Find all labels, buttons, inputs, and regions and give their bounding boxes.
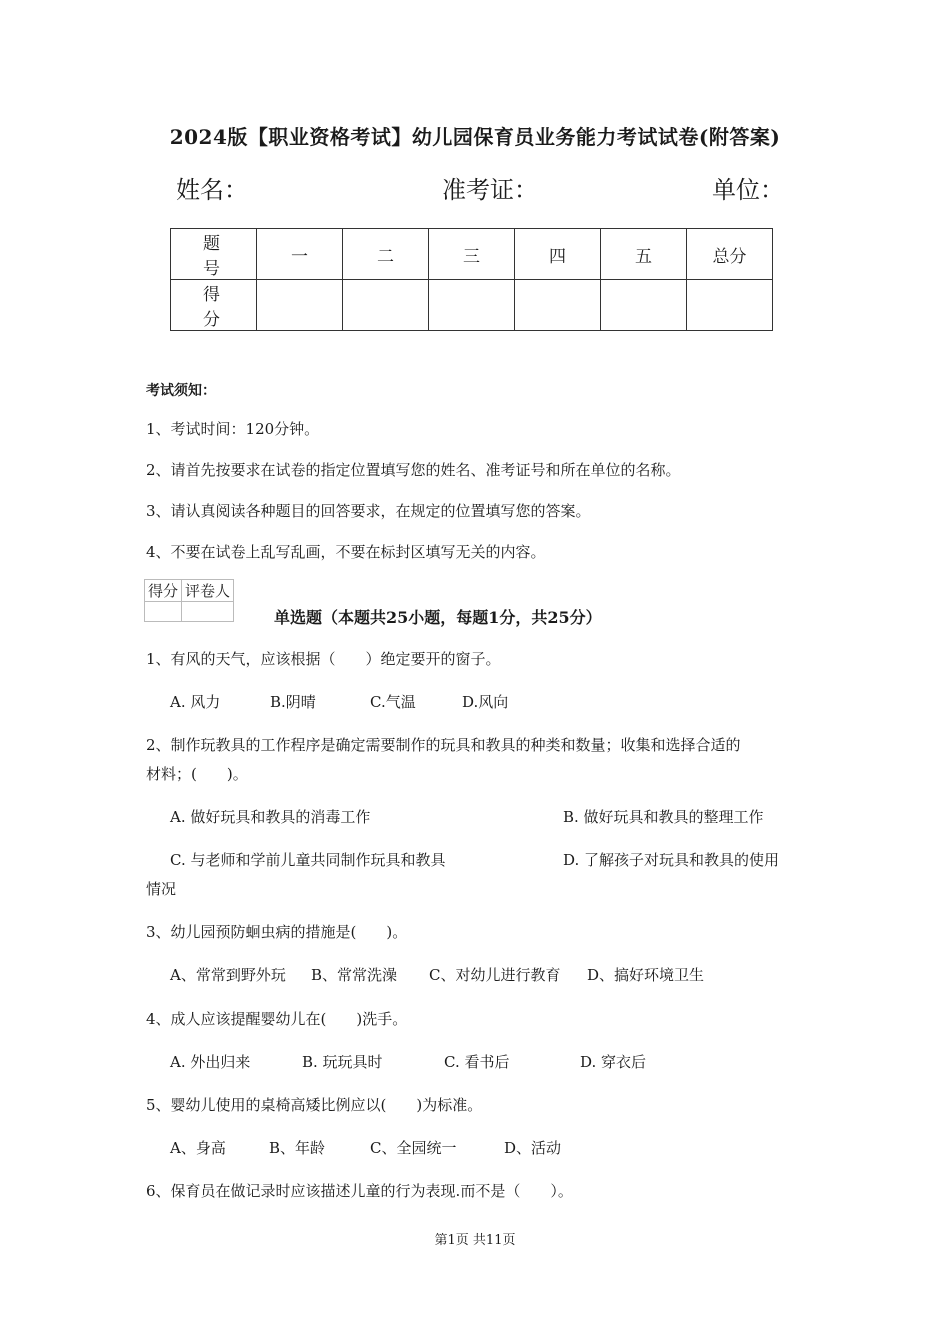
grader-name-cell[interactable] [182,602,234,622]
notice-heading: 考试须知： [146,383,216,399]
option-a[interactable]: A. 外出归来 [170,1053,251,1071]
option-a[interactable]: A. 风力 [170,693,221,711]
option-d[interactable]: D、活动 [504,1139,562,1157]
row-label-question-number: 题 号 [171,229,257,280]
option-d-cont: 情况 [146,880,177,898]
grader-score-cell[interactable] [145,602,182,622]
page-title: 2024版【职业资格考试】幼儿园保育员业务能力考试试卷(附答案) [169,125,781,149]
option-b[interactable]: B. 玩玩具时 [302,1053,383,1071]
question-stem-cont: 材料；( )。 [146,765,248,783]
score-cell-2[interactable] [343,280,429,331]
option-c[interactable]: C.气温 [370,693,416,711]
grader-box [144,579,234,622]
col-header-total: 总分 [687,229,773,280]
question-stem: 5、婴幼儿使用的桌椅高矮比例应以( )为标准。 [146,1096,483,1114]
notice-item: 4、不要在试卷上乱写乱画，不要在标封区填写无关的内容。 [146,543,546,561]
score-cell-total[interactable] [687,280,773,331]
col-header-4: 四 [515,229,601,280]
grader-name-label: 评卷人 [182,580,234,602]
option-d[interactable]: D.风向 [462,693,509,711]
option-d[interactable]: D. 了解孩子对玩具和教具的使用 [563,851,780,869]
col-header-1: 一 [257,229,343,280]
option-b[interactable]: B、常常洗澡 [311,966,398,984]
col-header-3: 三 [429,229,515,280]
score-table-header-row [171,229,773,280]
question-stem: 3、幼儿园预防蛔虫病的措施是( )。 [146,923,408,941]
section-title: 单选题（本题共25小题，每题1分，共25分） [274,608,602,627]
option-b[interactable]: B. 做好玩具和教具的整理工作 [563,808,764,826]
notice-item: 2、请首先按要求在试卷的指定位置填写您的姓名、准考证号和所在单位的名称。 [146,461,681,479]
question-stem: 6、保育员在做记录时应该描述儿童的行为表现.而不是（ ）。 [146,1182,573,1200]
question-stem: 2、制作玩教具的工作程序是确定需要制作的玩具和教具的种类和数量；收集和选择合适的 [146,736,741,754]
name-field-label: 姓名： [176,176,248,204]
score-cell-5[interactable] [601,280,687,331]
score-cell-4[interactable] [515,280,601,331]
option-d[interactable]: D、搞好环境卫生 [587,966,705,984]
score-cell-3[interactable] [429,280,515,331]
grader-score-label: 得分 [145,580,182,602]
option-c[interactable]: C. 与老师和学前儿童共同制作玩具和教具 [170,851,446,869]
option-b[interactable]: B、年龄 [269,1139,326,1157]
page-footer: 第1页 共11页 [434,1233,516,1248]
score-table [170,228,773,331]
col-header-2: 二 [343,229,429,280]
option-c[interactable]: C. 看书后 [444,1053,510,1071]
score-cell-1[interactable] [257,280,343,331]
option-c[interactable]: C、对幼儿进行教育 [429,966,561,984]
notice-item: 1、考试时间：120分钟。 [146,420,320,438]
option-a[interactable]: A、身高 [170,1139,226,1157]
exam-id-field-label: 准考证： [442,176,538,204]
option-c[interactable]: C、全园统一 [370,1139,457,1157]
question-stem: 4、成人应该提醒婴幼儿在( )洗手。 [146,1010,408,1028]
option-d[interactable]: D. 穿衣后 [580,1053,647,1071]
option-b[interactable]: B.阴晴 [270,693,316,711]
col-header-5: 五 [601,229,687,280]
notice-item: 3、请认真阅读各种题目的回答要求，在规定的位置填写您的答案。 [146,502,591,520]
question-stem: 1、有风的天气，应该根据（ ）绝定要开的窗子。 [146,650,501,668]
row-label-score: 得 分 [171,280,257,331]
option-a[interactable]: A、常常到野外玩 [170,966,286,984]
score-table-score-row [171,280,773,331]
option-a[interactable]: A. 做好玩具和教具的消毒工作 [170,808,371,826]
unit-field-label: 单位： [712,176,784,204]
